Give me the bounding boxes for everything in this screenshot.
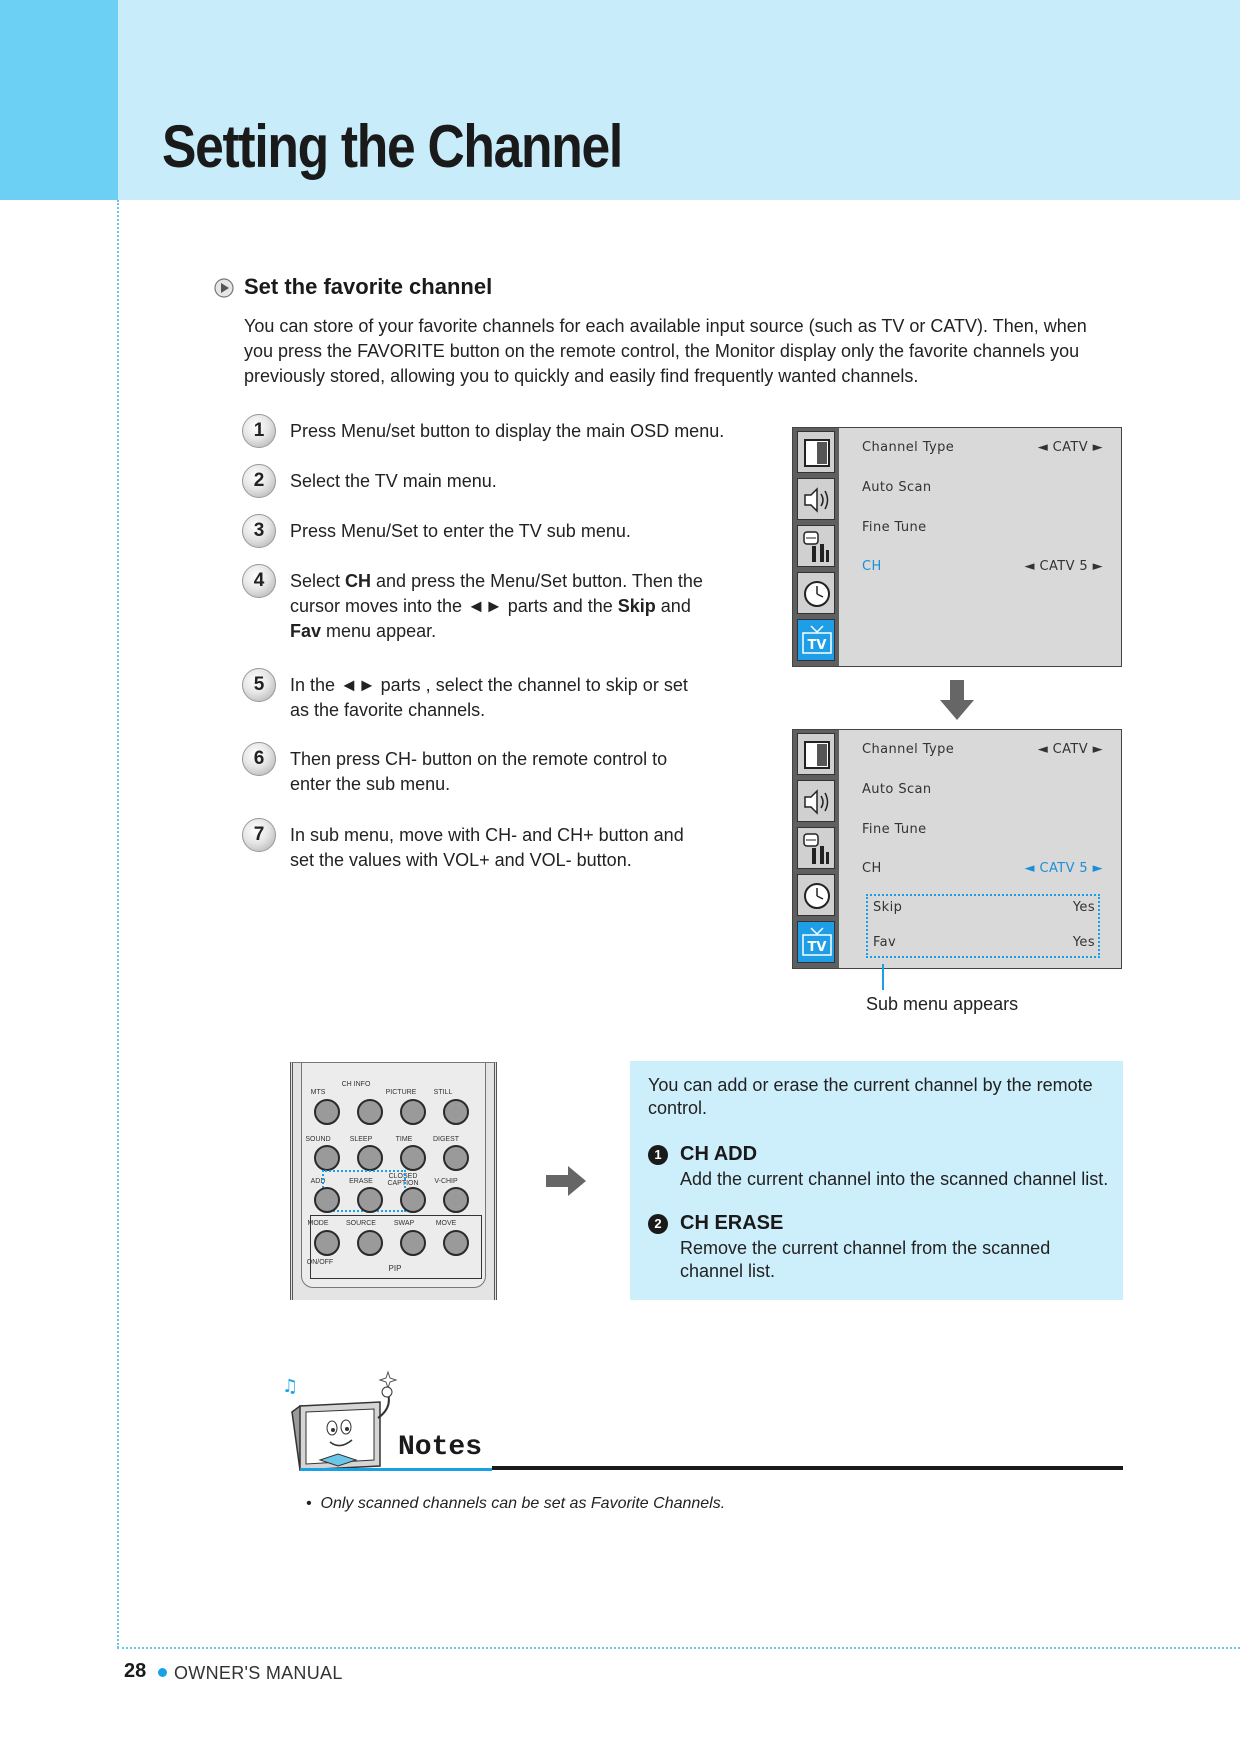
picture-menu-icon xyxy=(797,733,835,775)
remote-label-sound: SOUND xyxy=(305,1136,331,1143)
info-item-title: CH ERASE xyxy=(680,1212,784,1234)
osd-row-auto-scan: Auto Scan xyxy=(862,782,932,797)
step-text: Then press CH- button on the remote control to enter the sub menu. xyxy=(290,749,668,794)
page-margin-rule xyxy=(117,200,119,1648)
remote-button-mode xyxy=(314,1230,340,1256)
header-accent-bar xyxy=(0,0,118,200)
tv-menu-icon xyxy=(797,619,835,661)
footer-rule xyxy=(117,1647,1240,1649)
osd-row-skip: Skip Yes xyxy=(873,900,1095,915)
remote-label-swap: SWAP xyxy=(393,1220,415,1227)
page-number: 28 xyxy=(124,1660,147,1682)
remote-label-on-off: ON/OFF xyxy=(306,1259,334,1266)
step-number: 6 xyxy=(242,742,276,776)
info-item-title: CH ADD xyxy=(680,1143,758,1165)
step-number: 7 xyxy=(242,818,276,852)
step-text: Select the TV main menu. xyxy=(290,471,497,491)
remote-label-source: SOURCE xyxy=(346,1220,376,1227)
info-intro: You can add or erase the current channel by the remote control. xyxy=(648,1075,1093,1118)
remote-label-still: STILL xyxy=(433,1089,453,1096)
remote-button-erase xyxy=(357,1187,383,1213)
remote-control-illustration xyxy=(290,1062,497,1300)
setup-menu-icon xyxy=(797,827,835,869)
submenu-caption: Sub menu appears xyxy=(866,994,1019,1014)
tv-menu-icon xyxy=(797,921,835,963)
remote-label-erase: ERASE xyxy=(349,1178,373,1185)
step-number: 2 xyxy=(242,464,276,498)
info-item-number: 1 xyxy=(648,1145,668,1165)
remote-button-picture xyxy=(400,1099,426,1125)
remote-button-source xyxy=(357,1230,383,1256)
remote-button-sound xyxy=(314,1145,340,1171)
remote-button-swap xyxy=(400,1230,426,1256)
remote-label-digest: DIGEST xyxy=(432,1136,460,1143)
svg-text:♫: ♫ xyxy=(282,1376,299,1397)
remote-button-sleep xyxy=(357,1145,383,1171)
remote-label-mode: MODE xyxy=(307,1220,329,1227)
footer-bullet-icon xyxy=(158,1668,167,1677)
section-title: Set the favorite channel xyxy=(244,274,493,299)
remote-button-move xyxy=(443,1230,469,1256)
remote-label-closed-caption: CLOSED CAPTION xyxy=(387,1173,419,1187)
clock-menu-icon xyxy=(797,572,835,614)
osd-icon-bar xyxy=(793,730,839,968)
info-item-desc: Add the current channel into the scanned channel list. xyxy=(680,1169,1109,1189)
note-item: • Only scanned channels can be set as Favorite Channels. xyxy=(306,1495,726,1512)
down-arrow-icon xyxy=(940,680,974,720)
remote-label-ch-info: CH INFO xyxy=(341,1081,371,1088)
notes-accent-rule xyxy=(300,1468,492,1471)
remote-label-mts: MTS xyxy=(310,1089,326,1096)
setup-menu-icon xyxy=(797,525,835,567)
step-text: Press Menu/Set to enter the TV sub menu. xyxy=(290,521,631,541)
info-item-number: 2 xyxy=(648,1214,668,1234)
step-text: In sub menu, move with CH- and CH+ button and set the values with VOL+ and VOL- button. xyxy=(290,825,684,870)
osd-icon-bar xyxy=(793,428,839,666)
callout-line xyxy=(882,964,884,990)
footer-label: OWNER'S MANUAL xyxy=(174,1663,343,1683)
notes-title: Notes xyxy=(398,1432,483,1463)
osd-row-ch: CH ◄ CATV 5 ► xyxy=(862,861,1103,876)
remote-label-pip: PIP xyxy=(388,1264,402,1273)
remote-button-mts xyxy=(314,1099,340,1125)
remote-label-picture: PICTURE xyxy=(385,1089,417,1096)
osd-row-fine-tune: Fine Tune xyxy=(862,822,927,837)
picture-menu-icon xyxy=(797,431,835,473)
clock-menu-icon xyxy=(797,874,835,916)
step-number: 5 xyxy=(242,668,276,702)
osd-menu-main xyxy=(792,427,1122,667)
step-number: 3 xyxy=(242,514,276,548)
remote-label-sleep: SLEEP xyxy=(349,1136,373,1143)
step-text: Select CH and press the Menu/Set button. Then the cursor moves into the ◄► parts and the Skip and Fav menu appear. xyxy=(290,571,703,641)
remote-button-time xyxy=(400,1145,426,1171)
notes-tv-mascot-icon xyxy=(280,1370,410,1475)
step-text: In the ◄► parts , select the channel to skip or set as the favorite channels. xyxy=(290,675,688,720)
info-item-desc: Remove the current channel from the scanned channel list. xyxy=(680,1238,1051,1281)
tv-menu-icon-label: TV xyxy=(807,638,827,653)
osd-row-ch: CH ◄ CATV 5 ► xyxy=(862,559,1103,574)
osd-row-channel-type: Channel Type ◄ CATV ► xyxy=(862,440,1103,455)
info-panel xyxy=(630,1061,1123,1300)
osd-menu-sub xyxy=(792,729,1122,969)
remote-label-move: MOVE xyxy=(435,1220,457,1227)
section-intro: You can store of your favorite channels for each available input source (such as TV or CATV). Then, when you press the FAVORITE button on the remote control, the Monitor display only the favorite channels you previously stored, allowing you to quickly and easily find frequently wanted channels. xyxy=(244,316,1087,386)
remote-button-closed-caption xyxy=(400,1187,426,1213)
remote-label-add: ADD xyxy=(310,1178,326,1185)
osd-row-auto-scan: Auto Scan xyxy=(862,480,932,495)
remote-button-digest xyxy=(443,1145,469,1171)
notes-rule xyxy=(492,1466,1123,1470)
page-title: Setting the Channel xyxy=(162,113,622,180)
osd-row-fav: Fav Yes xyxy=(873,935,1095,950)
step-number: 4 xyxy=(242,564,276,598)
remote-button-still xyxy=(443,1099,469,1125)
remote-button-ch-info xyxy=(357,1099,383,1125)
step-number: 1 xyxy=(242,414,276,448)
sound-menu-icon xyxy=(797,478,835,520)
osd-row-channel-type: Channel Type ◄ CATV ► xyxy=(862,742,1103,757)
remote-label-v-chip: V-CHIP xyxy=(434,1178,458,1185)
tv-menu-icon-label: TV xyxy=(807,940,827,955)
remote-button-add xyxy=(314,1187,340,1213)
right-arrow-icon xyxy=(546,1166,586,1196)
play-bullet-icon xyxy=(214,278,234,298)
remote-button-panel xyxy=(301,1063,486,1288)
sound-menu-icon xyxy=(797,780,835,822)
osd-row-fine-tune: Fine Tune xyxy=(862,520,927,535)
remote-label-time: TIME xyxy=(395,1136,413,1143)
remote-button-v-chip xyxy=(443,1187,469,1213)
step-text: Press Menu/set button to display the main OSD menu. xyxy=(290,421,725,441)
